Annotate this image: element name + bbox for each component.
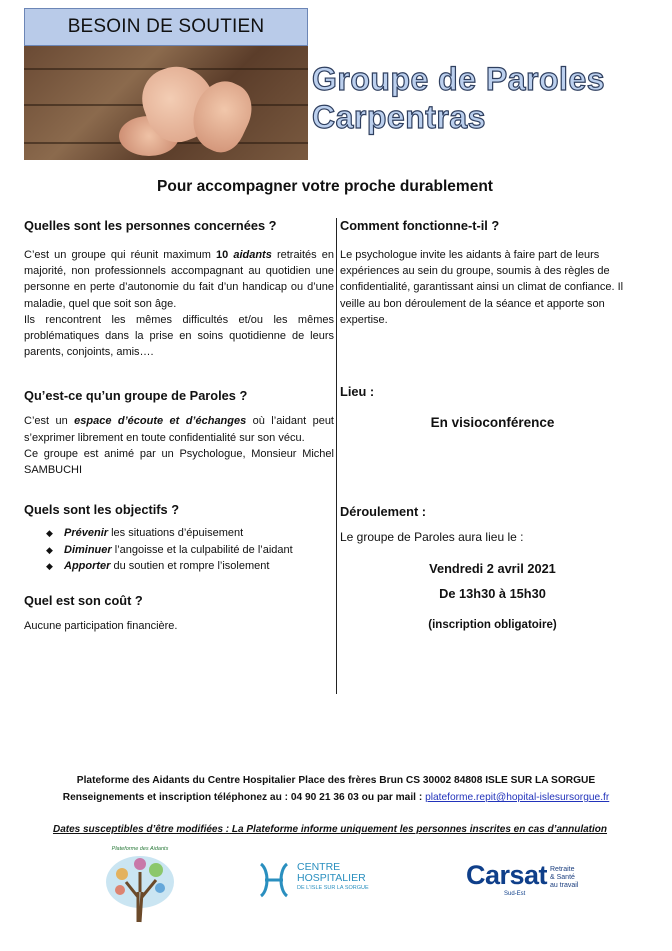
schedule-date: Vendredi 2 avril 2021 — [429, 561, 556, 577]
carsat-wordmark: Carsat — [466, 860, 548, 890]
question-how: Comment fonctionne-t-il ? — [340, 218, 500, 233]
location-value: En visioconférence — [430, 415, 555, 431]
objective-item: ◆ Prévenir les situations d’épuisement — [24, 525, 334, 542]
schedule-time: De 13h30 à 15h30 — [439, 586, 546, 602]
right-column — [340, 218, 645, 631]
centre-hospitalier-logo — [255, 860, 415, 904]
schedule-intro: Le groupe de Paroles aura lieu le : — [340, 530, 524, 545]
registration-note: (inscription obligatoire) — [428, 619, 557, 632]
concerned-paragraph-2: Ils rencontrent les mêmes difficultés et/ou les mêmes problématiques dans la prise en soins quotidienne de leurs parents, conjoints, amis…. — [24, 313, 334, 359]
tree-icon — [100, 852, 180, 926]
carsat-tagline: Retraite & Santé au travail — [550, 866, 579, 889]
objective-item: ◆ Apporter du soutien et rompre l’isolement — [24, 558, 334, 575]
dates-notice: Dates susceptibles d’être modifiées : La Plateforme informe uniquement les personnes inscrites en cas d’annulation — [52, 824, 608, 835]
subtitle: Pour accompagner votre proche durablement — [157, 178, 493, 195]
carsat-region: Sud-Est — [504, 891, 526, 897]
cost-paragraph: Aucune participation financière. — [24, 619, 178, 632]
header-badge-text: BESOIN DE SOUTIEN — [67, 16, 265, 37]
carsat-logo — [466, 860, 606, 904]
footer-address: Plateforme des Aidants du Centre Hospitalier Place des frères Brun CS 30002 84808 ISLE SUR LA SORGUE — [76, 775, 596, 786]
title-line-2: Carpentras — [312, 99, 486, 135]
question-cost: Quel est son coût ? — [24, 592, 143, 608]
diamond-bullet-icon: ◆ — [46, 544, 53, 555]
concerned-paragraph: C’est un groupe qui réunit maximum 10 aidants retraités en majorité, non professionnels accompagnant au quotidien une personne en perte d’autonomie du fait d’un handicap ou d’une maladie, quel que soit son âge. — [24, 249, 335, 310]
diamond-bullet-icon: ◆ — [46, 561, 53, 572]
hands-photo — [24, 46, 308, 160]
question-schedule: Déroulement : — [340, 504, 427, 520]
plateforme-aidants-logo — [100, 846, 180, 932]
hospital-h-icon — [255, 860, 293, 900]
objectives-list — [24, 525, 334, 575]
left-column — [24, 218, 334, 634]
how-paragraph: Le psychologue invite les aidants à faire part de leurs expériences au sein du groupe, soumis à des règles de confidentialité, garantissant ainsi un climat de confiance. Il veille au bon déroulement de la séance et apporte son expertise. — [340, 249, 624, 326]
animator-paragraph: Ce groupe est animé par un Psychologue, Monsieur Michel SAMBUCHI — [24, 447, 334, 477]
question-objectives: Quels sont les objectifs ? — [24, 502, 180, 518]
aidants-logo-caption: Plateforme des Aidants — [111, 846, 169, 852]
footer-contact — [0, 792, 672, 803]
diamond-bullet-icon: ◆ — [46, 528, 53, 539]
header-badge — [24, 8, 308, 46]
footer-contact-text: Renseignements et inscription téléphonez au : 04 90 21 36 03 ou par mail : — [62, 792, 426, 803]
question-location: Lieu : — [340, 384, 375, 400]
ch-logo-text: CENTRE HOSPITALIER DE L'ISLE SUR LA SORGUE — [297, 861, 369, 891]
email-link[interactable]: plateforme.repit@hopital-islesursorgue.fr — [425, 792, 610, 803]
title-line-1: Groupe de Paroles — [312, 61, 606, 97]
column-divider — [336, 218, 337, 694]
objective-item: ◆ Diminuer l’angoisse et la culpabilité de l’aidant — [24, 542, 334, 559]
question-what-is: Qu’est-ce qu’un groupe de Paroles ? — [24, 388, 248, 404]
what-is-paragraph: C’est un espace d’écoute et d’échanges où l’aidant peut s’exprimer librement en toute confidentialité sur son vécu. — [24, 415, 334, 444]
question-concerned: Quelles sont les personnes concernées ? — [24, 218, 277, 233]
page-title — [312, 60, 662, 136]
